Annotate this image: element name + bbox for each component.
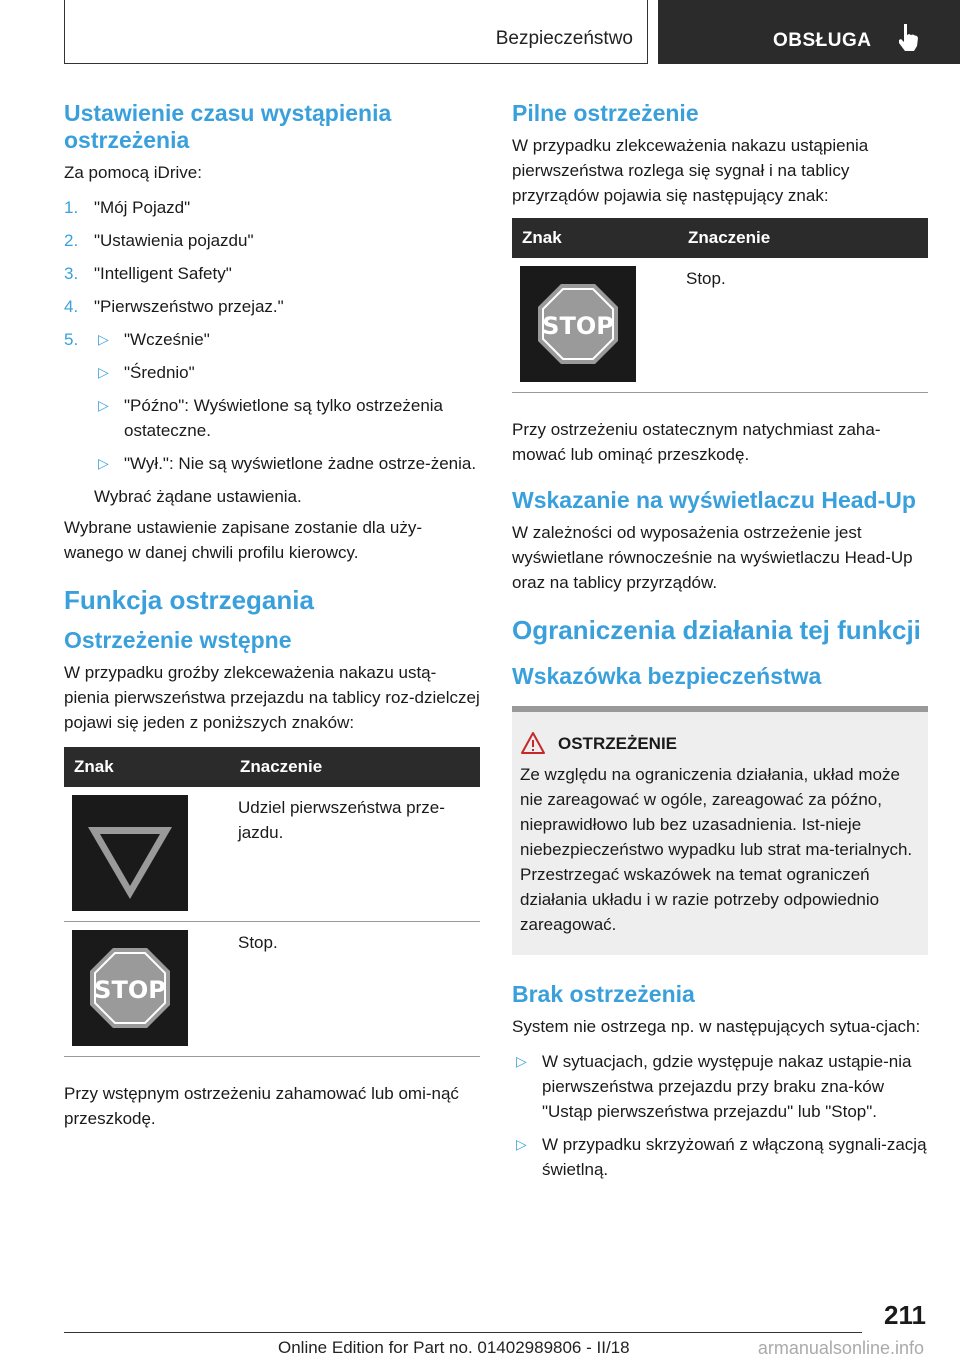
triangle-bullet-icon: ▷ [98, 397, 109, 413]
heading-no-warning: Brak ostrzeżenia [512, 981, 695, 1007]
table-header-meaning: Znaczenie [230, 747, 480, 787]
header-section: Bezpieczeństwo [495, 28, 633, 49]
yield-sign-image [72, 795, 188, 911]
warning-title: OSTRZEŻENIE [558, 734, 920, 754]
triangle-bullet-icon: ▷ [516, 1053, 527, 1069]
list-item: ▷ W sytuacjach, gdzie występuje nakaz ustąpie-nia pierwszeństwa przejazdu przy braku zna-ków "Ustąp pierwszeństwa przejazdu" lub "Stop". [512, 1049, 928, 1124]
yield-sign-icon [80, 803, 180, 903]
list-item: ▷ W przypadku skrzyżowań z włączoną sygnali-zacją świetlną. [512, 1132, 928, 1182]
table-row [64, 922, 480, 1057]
stop-sign-icon [536, 282, 620, 366]
stop-sign-icon [88, 946, 172, 1030]
pre-warning-table [64, 747, 480, 1057]
list-item: ▷ "Wył.": Nie są wyświetlone żadne ostrze-żenia. [94, 451, 480, 476]
yield-meaning: Udziel pierwszeństwa prze-jazdu. [230, 787, 480, 922]
saved-setting-text: Wybrane ustawienie zapisane zostanie dla uży-wanego w danej chwili profilu kierowcy. [64, 518, 422, 562]
left-column [64, 100, 480, 1131]
list-item: ▷ "Późno": Wyświetlone są tylko ostrzeżenia ostateczne. [94, 393, 480, 443]
table-header-meaning: Znaczenie [678, 218, 928, 258]
page-number: 211 [884, 1300, 926, 1330]
header-chapter: OBSŁUGA [773, 30, 872, 51]
urgent-text: W przypadku zlekceważenia nakazu ustąpienia pierwszeństwa rozlega się sygnał i na tablicy przyrządów pojawia się następujący znak: [512, 136, 869, 205]
stop-meaning: Stop. [230, 922, 480, 1057]
heading-safety-note: Wskazówka bezpieczeństwa [512, 663, 822, 689]
warning-text: Ze względu na ograniczenia działania, układ może nie zareagować w ogóle, zareagować za późno, nieprawidłowo lub bez uzasadnienia. Ist-nieje niebezpieczeństwo wypadku lub strat ma-terialnych. Przestrzegać wskazówek na temat ograniczeń działania układu i w razie potrzeby odpowiednio zareagować. [520, 765, 913, 934]
urgent-action: Przy ostrzeżeniu ostatecznym natychmiast zaha-mować lub ominąć przeszkodę. [512, 420, 881, 464]
pre-warning-action: Przy wstępnym ostrzeżeniu zahamować lub omi-nąć przeszkodę. [64, 1084, 459, 1128]
heading-warning-function: Funkcja ostrzegania [64, 585, 314, 615]
watermark: armanualsonline.info [757, 1338, 924, 1358]
stop-sign-image [520, 266, 636, 382]
list-item: 3. "Intelligent Safety" [64, 264, 232, 283]
edition-text: Online Edition for Part no. 01402989806 - II/18 [278, 1338, 630, 1357]
triangle-bullet-icon: ▷ [98, 364, 109, 380]
select-setting-text: Wybrać żądane ustawienia. [94, 487, 302, 506]
triangle-bullet-icon: ▷ [98, 455, 109, 471]
heading-pre-warning: Ostrzeżenie wstępne [64, 627, 292, 653]
head-up-text: W zależności od wyposażenia ostrzeżenie jest wyświetlane równocześnie na wyświetlaczu Head-Up oraz na tablicy przyrządów. [512, 523, 913, 592]
table-header-sign: Znak [64, 747, 230, 787]
heading-warning-timing: Ustawienie czasu wystąpienia ostrzeżenia [64, 100, 392, 153]
table-row [64, 787, 480, 922]
hand-pointer-icon [896, 22, 922, 52]
timing-options [94, 360, 480, 476]
list-item: 5. ▷ "Wcześnie" [64, 327, 480, 352]
stop-sign-text: STOP [542, 312, 614, 340]
idrive-intro: Za pomocą iDrive: [64, 163, 202, 182]
urgent-warning-table [512, 218, 928, 393]
right-column [512, 100, 928, 1190]
table-row [512, 258, 928, 393]
table-header-sign: Znak [512, 218, 678, 258]
pre-warning-text: W przypadku groźby zlekceważenia nakazu ustą-pienia pierwszeństwa przejazdu na tablicy roz-dzielczej pojawi się jeden z poniższych znaków: [64, 663, 480, 732]
no-warning-text: System nie ostrzega np. w następujących sytua-cjach: [512, 1017, 921, 1036]
list-item: 4. "Pierwszeństwo przejaz." [64, 297, 284, 316]
header-chapter-tab [658, 0, 960, 64]
stop-sign-text: STOP [94, 976, 166, 1004]
warning-triangle-icon [520, 731, 546, 755]
stop-meaning: Stop. [678, 258, 928, 393]
footer-divider [64, 1332, 862, 1333]
heading-limits: Ograniczenia działania tej funkcji [512, 615, 921, 645]
triangle-bullet-icon: ▷ [98, 331, 109, 347]
header-section-tab [64, 0, 648, 64]
list-item: 1. "Mój Pojazd" [64, 198, 191, 217]
heading-head-up: Wskazanie na wyświetlaczu Head-Up [512, 487, 916, 513]
no-warning-list [512, 1049, 928, 1182]
list-item: ▷ "Średnio" [94, 360, 480, 385]
warning-box [512, 706, 928, 955]
list-item: 2. "Ustawienia pojazdu" [64, 231, 254, 250]
triangle-bullet-icon: ▷ [516, 1136, 527, 1152]
heading-urgent-warning: Pilne ostrzeżenie [512, 100, 699, 126]
stop-sign-image [72, 930, 188, 1046]
settings-steps [64, 195, 480, 352]
